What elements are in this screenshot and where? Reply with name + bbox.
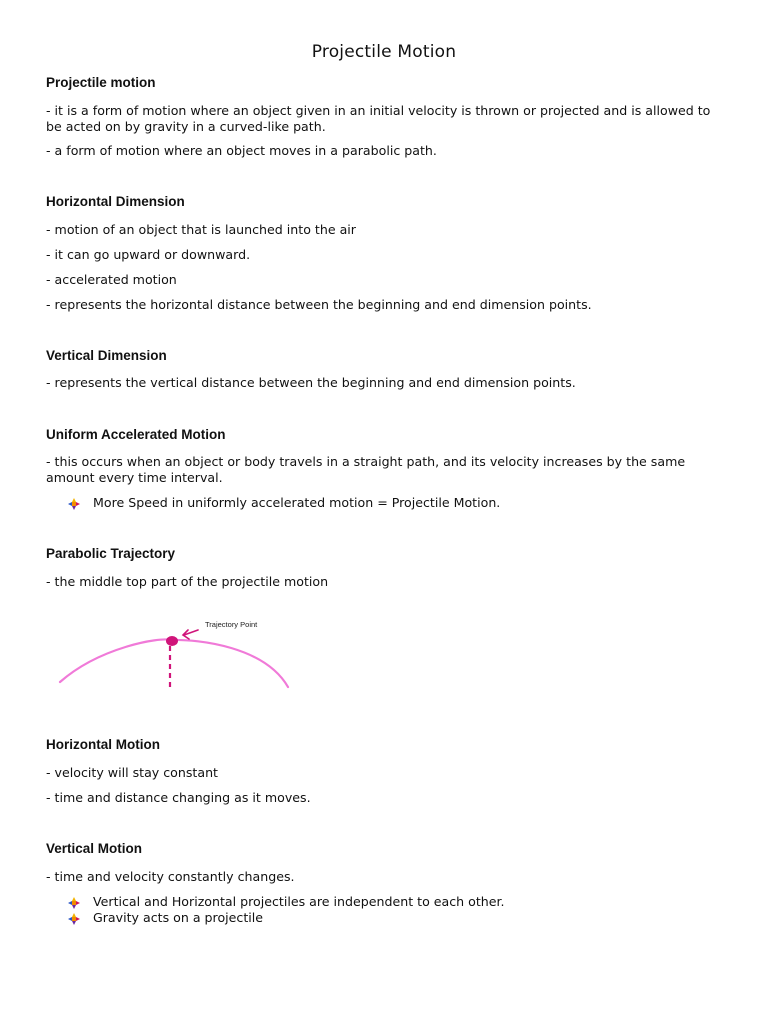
document-title: Projectile Motion xyxy=(311,42,457,62)
section-heading-parabolic-trajectory: Parabolic Trajectory xyxy=(46,546,176,561)
diamond-bullet-icon xyxy=(68,913,80,925)
section-heading-uniform-accelerated-motion: Uniform Accelerated Motion xyxy=(46,427,226,442)
diamond-bullet-icon xyxy=(68,897,80,909)
paragraph: - velocity will stay constant xyxy=(46,765,218,780)
section-heading-vertical-motion: Vertical Motion xyxy=(46,841,143,856)
bullet-text: More Speed in uniformly accelerated motion = Projectile Motion. xyxy=(93,495,501,510)
bullet-text: Vertical and Horizontal projectiles are independent to each other. xyxy=(93,894,505,909)
section-heading-vertical-dimension: Vertical Dimension xyxy=(46,348,167,363)
paragraph: - represents the horizontal distance between the beginning and end dimension points. xyxy=(46,297,592,312)
trajectory-figure xyxy=(50,612,300,697)
paragraph: - motion of an object that is launched into the air xyxy=(46,222,356,237)
trajectory-point-label: Trajectory Point xyxy=(205,620,258,629)
paragraph: - represents the vertical distance between the beginning and end dimension points. xyxy=(46,375,576,390)
paragraph: - time and velocity constantly changes. xyxy=(46,869,295,884)
trajectory-curve xyxy=(60,639,288,687)
paragraph: - the middle top part of the projectile motion xyxy=(46,574,329,589)
section-heading-horizontal-dimension: Horizontal Dimension xyxy=(46,194,185,209)
paragraph: - this occurs when an object or body travels in a straight path, and its velocity increases by the same amount every time interval. xyxy=(46,454,686,485)
diamond-bullet-icon xyxy=(68,498,80,510)
paragraph: - a form of motion where an object moves in a parabolic path. xyxy=(46,143,437,158)
section-heading-horizontal-motion: Horizontal Motion xyxy=(46,737,160,752)
section-heading-projectile-motion: Projectile motion xyxy=(46,75,156,90)
bullet-text: Gravity acts on a projectile xyxy=(93,910,264,925)
paragraph: - it is a form of motion where an object given in an initial velocity is thrown or projected and is allowed to be acted on by gravity in a curved-like path. xyxy=(46,103,711,134)
trajectory-point-marker xyxy=(166,636,178,646)
paragraph: - time and distance changing as it moves. xyxy=(46,790,311,805)
paragraph: - it can go upward or downward. xyxy=(46,247,251,262)
paragraph: - accelerated motion xyxy=(46,272,177,287)
arrow-pointer-icon xyxy=(183,630,198,639)
